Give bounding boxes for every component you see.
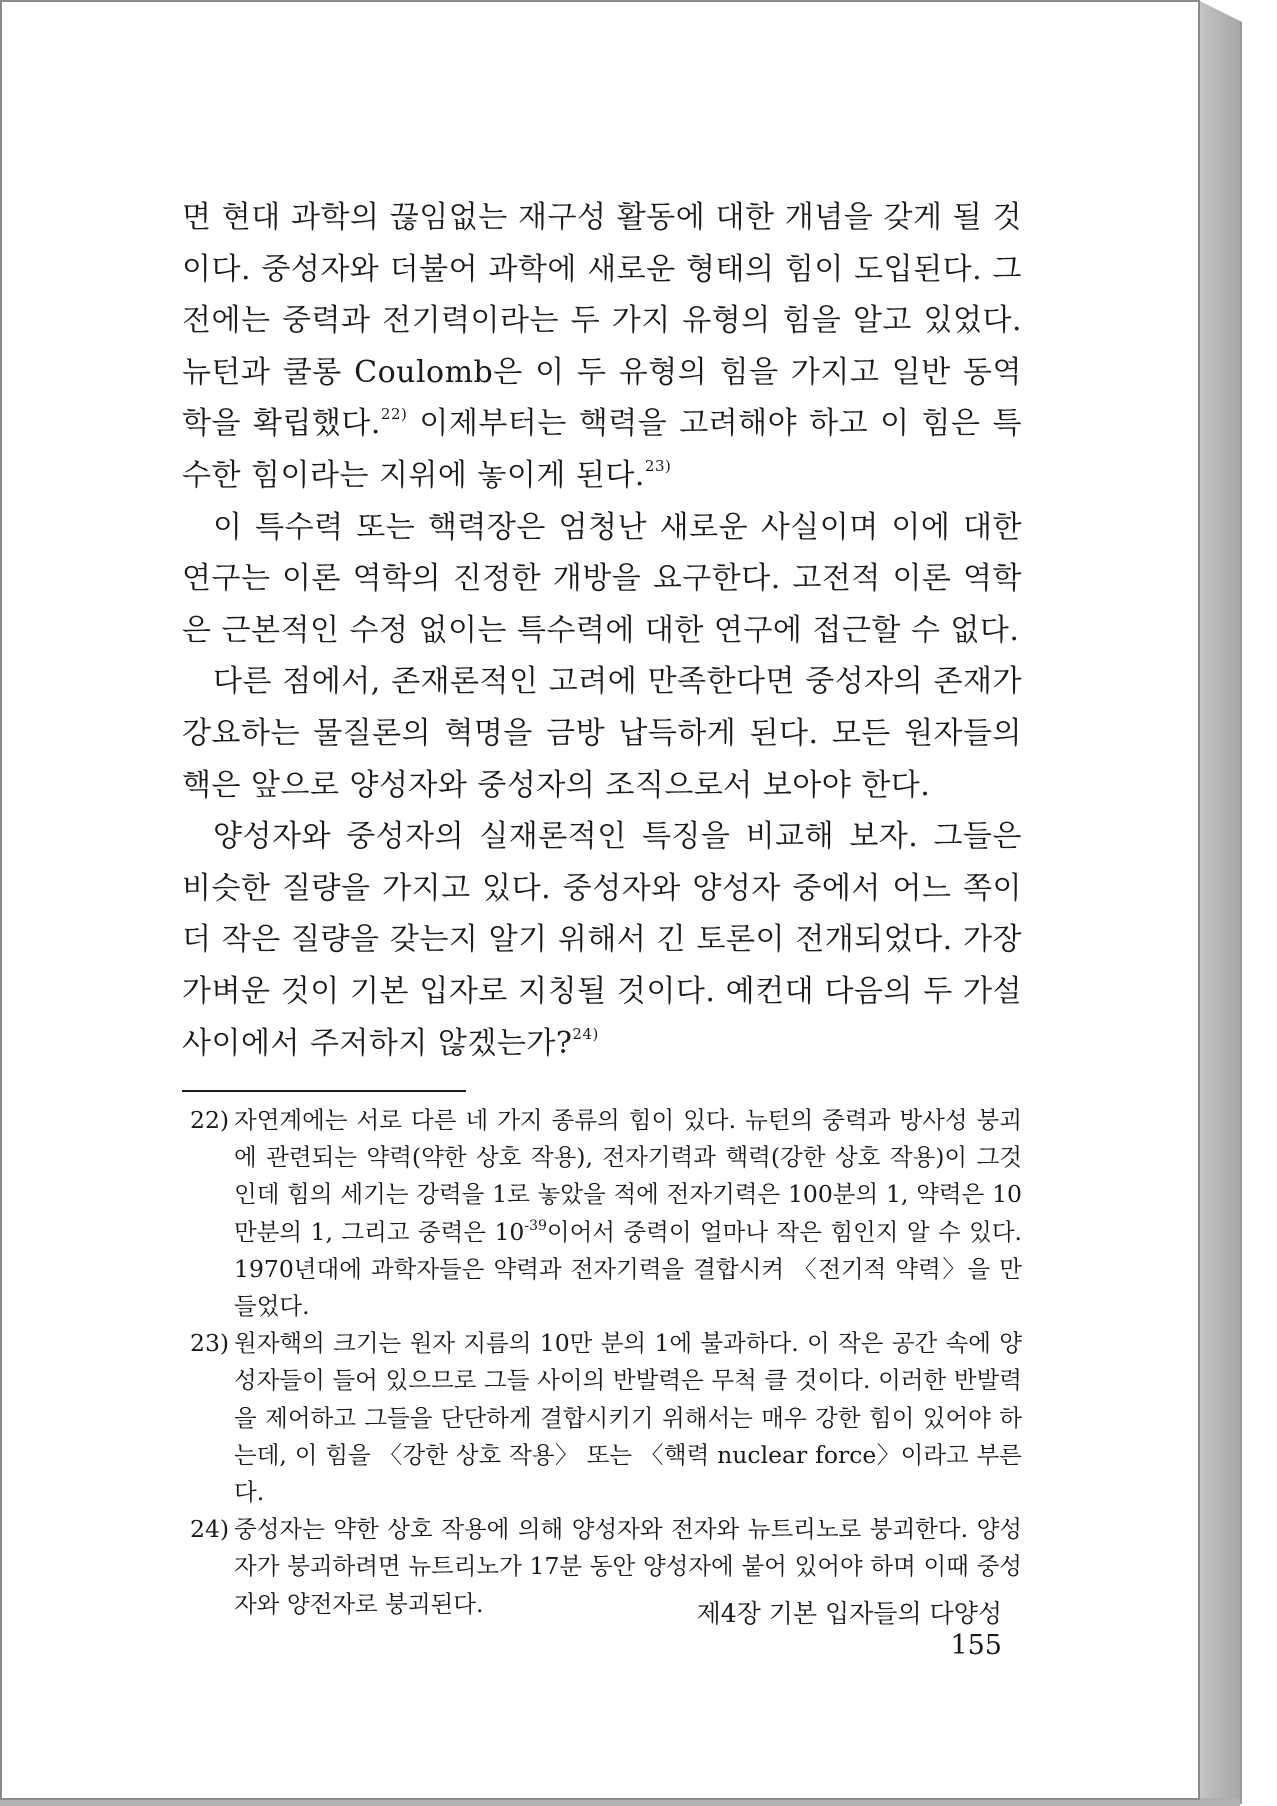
paragraph-2: 이 특수력 또는 핵력장은 엄청난 새로운 사실이며 이에 대한 연구는 이론 역학의 진정한 개방을 요구한다. 고전적 이론 역학은 근본적인 수정 없이는 특수력에 대한 연구에 접근할 수 없다. [182, 509, 1022, 648]
footnote-22-text-a: 자연계에는 서로 다른 네 가지 종류의 힘이 있다. 뉴턴의 중력과 방사성 붕괴에 관련되는 약력(약한 상호 작용), 전자기력과 핵력(강한 상호 작용)이 그것인데 힘의 세기는 강력을 1로 놓았을 적에 전자기력은 100분의 1, 약력은 10만분의 1, 그리고 중력은 10 [234, 1106, 1022, 1246]
footnote-ref-23: 23) [644, 456, 672, 475]
page-number: 155 [950, 1630, 1002, 1661]
chapter-title: 제4장 기본 입자들의 다양성 [696, 1599, 1002, 1628]
footnote-22 [190, 1102, 1022, 1325]
footnote-number: 24) [190, 1515, 230, 1544]
footnote-ref-24: 24) [572, 1024, 599, 1043]
paragraph-4-text: 양성자와 중성자의 실재론적인 특징을 비교해 보자. 그들은 비슷한 질량을 가지고 있다. 중성자와 양성자 중에서 어느 쪽이 더 작은 질량을 갖는지 알기 위해서 긴 토론이 전개되었다. 가장 가벼운 것이 기본 입자로 지칭될 것이다. 예컨대 다음의 두 가설 사이에서 주저하지 않겠는가? [182, 819, 1022, 1061]
body-text [182, 192, 1022, 1069]
running-footer [642, 1594, 1002, 1661]
footnote-number: 23) [190, 1329, 230, 1358]
footnote-23 [190, 1325, 1022, 1511]
paragraph-1 [182, 192, 1022, 502]
exponent: -39 [524, 1217, 547, 1234]
paragraph-1-text-b: 이제부터는 핵력을 고려해야 하고 이 힘은 특수한 힘이라는 지위에 놓이게 된다. [182, 406, 1022, 493]
footnote-text: 중성자는 약한 상호 작용에 의해 양성자와 전자와 뉴트리노로 붕괴한다. 양성자가 붕괴하려면 뉴트리노가 17분 동안 양성자에 붙어 있어야 하며 이때 중성자와 양전자로 붕괴된다. [234, 1515, 1022, 1618]
paragraph-3: 다른 점에서, 존재론적인 고려에 만족한다면 중성자의 존재가 강요하는 물질론의 혁명을 금방 납득하게 된다. 모든 원자들의 핵은 앞으로 양성자와 중성자의 조직으로서 보아야 한다. [182, 664, 1022, 803]
footnote-text: 원자핵의 크기는 원자 지름의 10만 분의 1에 불과하다. 이 작은 공간 속에 양성자들이 들어 있으므로 그들 사이의 반발력은 무척 클 것이다. 이러한 반발력을 제어하고 그들을 단단하게 결합시키기 위해서는 매우 강한 힘이 있어야 하는데, 이 힘을 〈강한 상호 작용〉 또는 〈핵력 nuclear force〉이라고 부른다. [234, 1329, 1022, 1507]
paragraph-4 [182, 811, 1022, 1069]
page-edge-right [1198, 0, 1242, 1804]
paragraph-1-text-a: 면 현대 과학의 끊임없는 재구성 활동에 대한 개념을 갖게 될 것이다. 중성자와 더불어 과학에 새로운 형태의 힘이 도입된다. 그 전에는 중력과 전기력이라는 두 가지 유형의 힘을 알고 있었다. 뉴턴과 쿨롱 Coulomb은 이 두 유형의 힘을 가지고 일반 동역학을 확립했다. [182, 200, 1022, 442]
footnotes [190, 1102, 1022, 1623]
footnote-number: 22) [190, 1106, 230, 1134]
footnote-ref-22: 22) [380, 405, 408, 424]
footnote-text [234, 1102, 1022, 1325]
footnote-separator [182, 1090, 466, 1092]
footnote-22-text-b: 이어서 중력이 얼마나 작은 힘인지 알 수 있다. 1970년대에 과학자들은 약력과 전자기력을 결합시켜 〈전기적 약력〉을 만들었다. [234, 1217, 1022, 1321]
